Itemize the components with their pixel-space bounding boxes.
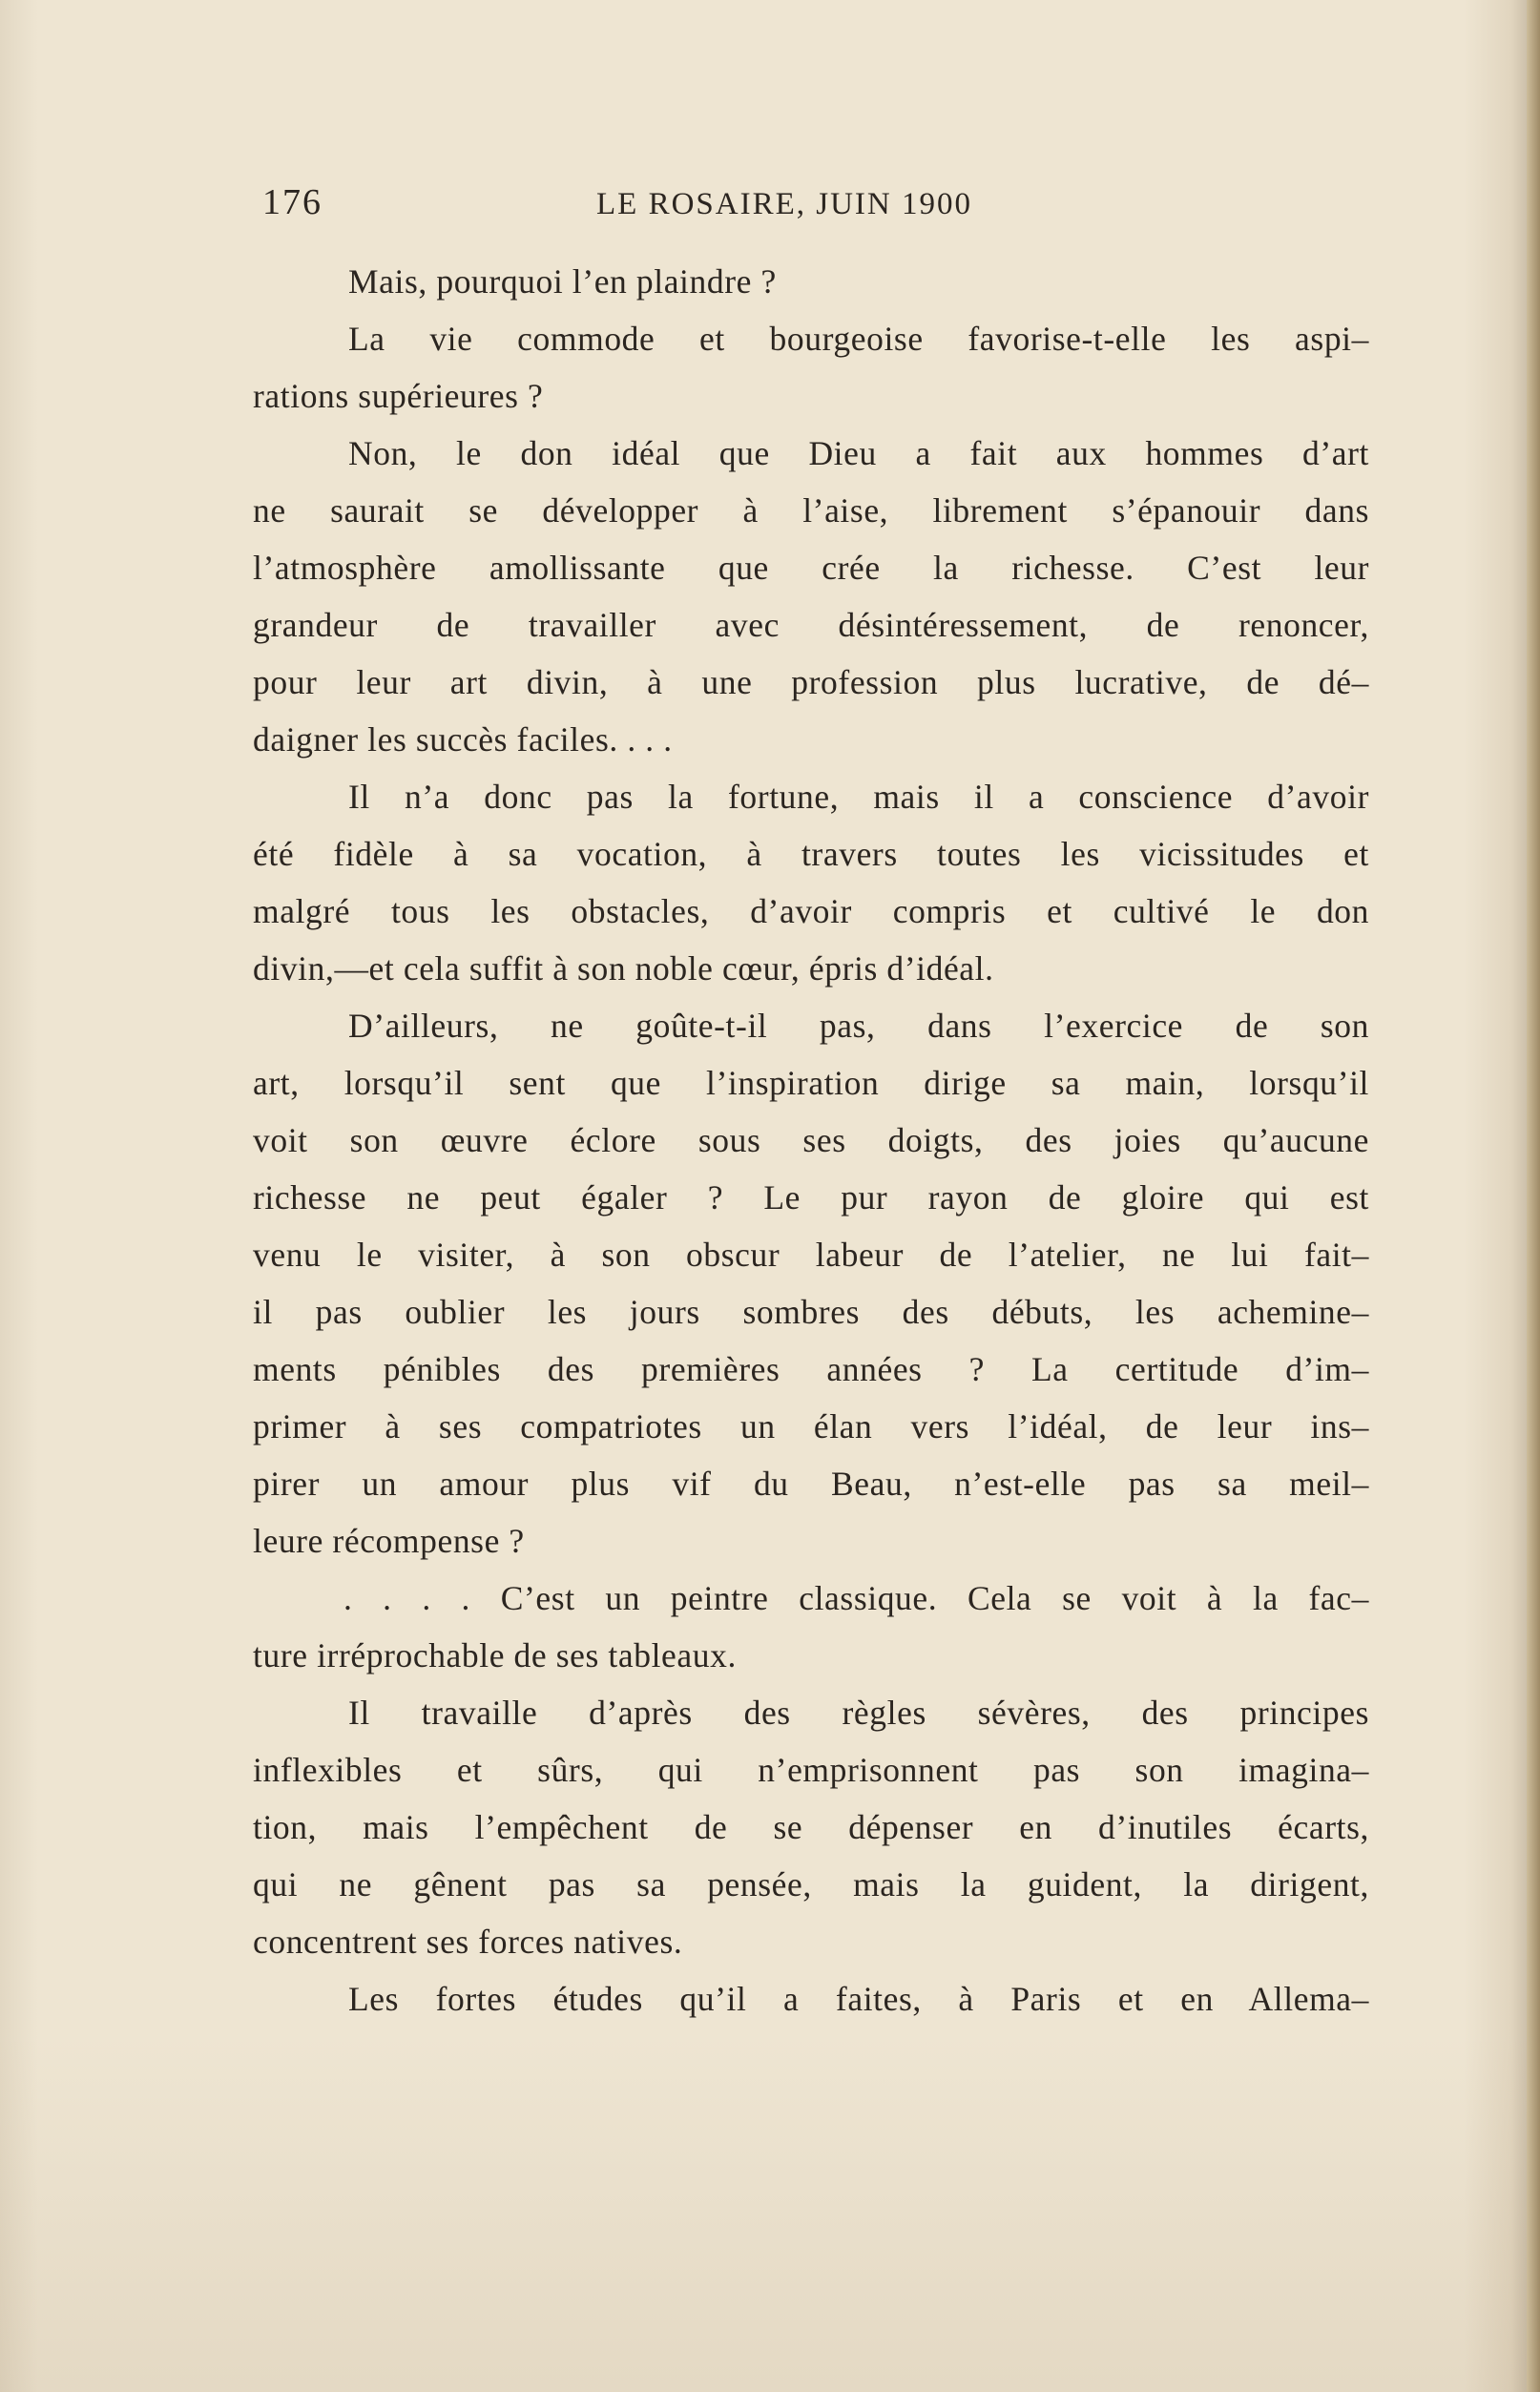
text-line: l’atmosphère amollissante que crée la richesse. C’est leur	[253, 549, 1369, 587]
text-line: Les fortes études qu’il a faites, à Paris et en Allema–	[348, 1980, 1369, 2018]
text-line: Il n’a donc pas la fortune, mais il a conscience d’avoir	[348, 778, 1369, 816]
text-line: ne saurait se développer à l’aise, librement s’épanouir dans	[253, 491, 1369, 530]
text-line: qui ne gênent pas sa pensée, mais la guident, la dirigent,	[253, 1865, 1369, 1903]
text-line: été fidèle à sa vocation, à travers toutes les vicissitudes et	[253, 835, 1369, 873]
text-line: D’ailleurs, ne goûte-t-il pas, dans l’exercice de son	[348, 1007, 1369, 1045]
text-line: pirer un amour plus vif du Beau, n’est-elle pas sa meil–	[253, 1465, 1369, 1503]
text-line: inflexibles et sûrs, qui n’emprisonnent pas son imagina–	[253, 1751, 1369, 1789]
text-line: . . . . C’est un peintre classique. Cela se voit à la fac–	[343, 1579, 1369, 1617]
text-line: malgré tous les obstacles, d’avoir compris et cultivé le don	[253, 892, 1369, 930]
text-line: pour leur art divin, à une profession plus lucrative, de dé–	[253, 663, 1369, 701]
text-line: ture irréprochable de ses tableaux.	[253, 1636, 737, 1674]
text-line: primer à ses compatriotes un élan vers l’idéal, de leur ins–	[253, 1407, 1369, 1446]
text-line: venu le visiter, à son obscur labeur de l’atelier, ne lui fait–	[253, 1236, 1369, 1274]
text-line: art, lorsqu’il sent que l’inspiration dirige sa main, lorsqu’il	[253, 1064, 1369, 1102]
text-line: leure récompense ?	[253, 1522, 525, 1560]
text-line: Non, le don idéal que Dieu a fait aux hommes d’art	[348, 434, 1369, 472]
text-line: il pas oublier les jours sombres des débuts, les achemine–	[253, 1293, 1369, 1331]
text-line: rations supérieures ?	[253, 377, 544, 415]
page-header	[262, 181, 1026, 229]
text-line: tion, mais l’empêchent de se dépenser en d’inutiles écarts,	[253, 1808, 1369, 1846]
running-head: LE ROSAIRE, JUIN 1900	[596, 187, 972, 221]
text-line: concentrent ses forces natives.	[253, 1923, 683, 1961]
text-line: grandeur de travailler avec désintéressement, de renoncer,	[253, 606, 1369, 644]
text-line: La vie commode et bourgeoise favorise-t-elle les aspi–	[348, 320, 1369, 358]
page-edge-shadow	[1527, 0, 1540, 2392]
text-line: divin,—et cela suffit à son noble cœur, épris d’idéal.	[253, 949, 994, 988]
text-line: richesse ne peut égaler ? Le pur rayon de gloire qui est	[253, 1178, 1369, 1217]
page-number: 176	[262, 182, 323, 222]
text-line: Il travaille d’après des règles sévères, des principes	[348, 1694, 1369, 1732]
text-line: ments pénibles des premières années ? La certitude d’im–	[253, 1350, 1369, 1388]
body-text	[253, 253, 1369, 2028]
text-line: daigner les succès faciles. . . .	[253, 720, 673, 759]
text-line: voit son œuvre éclore sous ses doigts, des joies qu’aucune	[253, 1121, 1369, 1159]
text-line: Mais, pourquoi l’en plaindre ?	[348, 262, 777, 301]
